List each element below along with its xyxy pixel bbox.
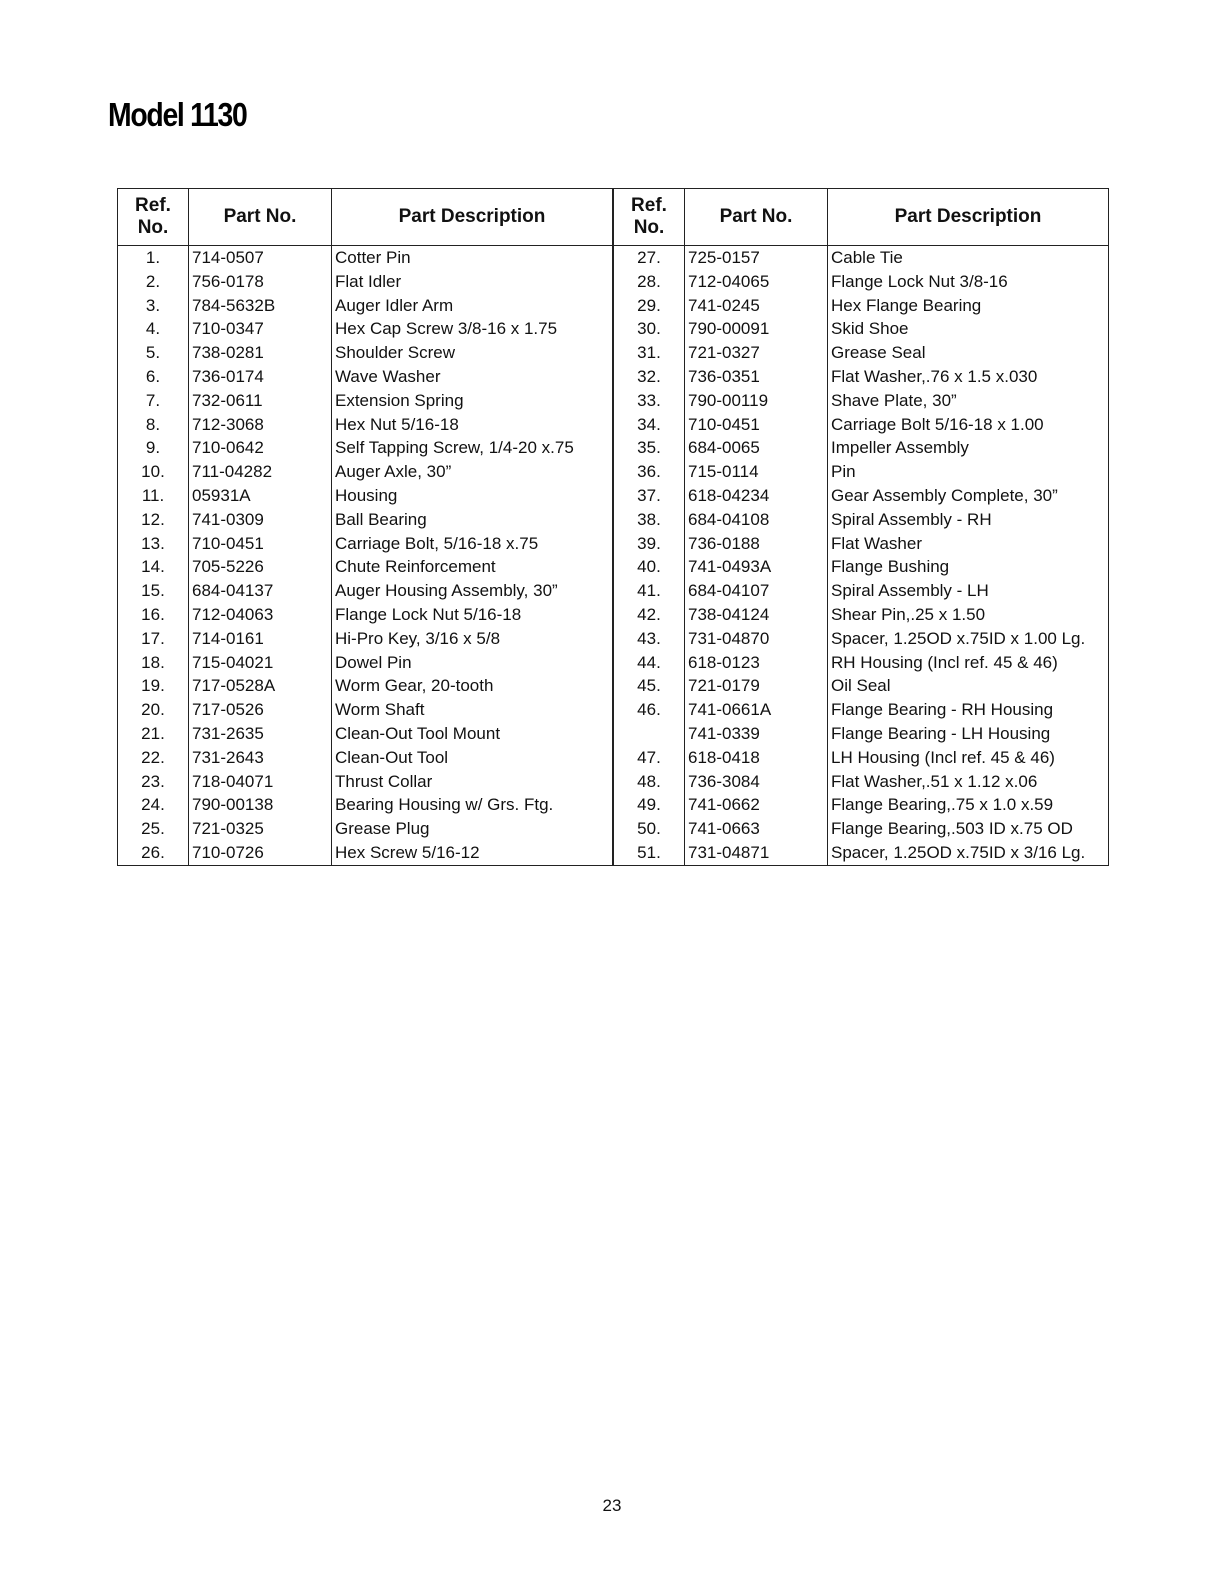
part-description-cell: Shave Plate, 30” <box>828 389 1109 413</box>
part-description-cell: Flange Bearing - LH Housing <box>828 722 1109 746</box>
part-number-cell: 618-04234 <box>685 484 828 508</box>
page-number: 23 <box>602 1496 622 1515</box>
table-row <box>614 651 1109 675</box>
part-description-cell: Clean-Out Tool <box>332 746 613 770</box>
part-number-cell: 741-0245 <box>685 294 828 318</box>
part-description-cell: Hex Flange Bearing <box>828 294 1109 318</box>
part-number-cell: 741-0309 <box>189 508 332 532</box>
ref-cell: 27. <box>614 246 685 270</box>
part-number-cell: 725-0157 <box>685 246 828 270</box>
part-number-cell: 741-0493A <box>685 555 828 579</box>
ref-cell: 45. <box>614 674 685 698</box>
part-number-cell: 736-0351 <box>685 365 828 389</box>
part-number-cell: 731-04871 <box>685 841 828 865</box>
part-description-cell: Cable Tie <box>828 246 1109 270</box>
ref-cell: 40. <box>614 555 685 579</box>
part-description-cell: Flange Lock Nut 3/8-16 <box>828 270 1109 294</box>
part-number-cell: 710-0451 <box>685 413 828 437</box>
part-description-cell: Carriage Bolt 5/16-18 x 1.00 <box>828 413 1109 437</box>
ref-cell: 23. <box>118 770 189 794</box>
table-row <box>614 294 1109 318</box>
ref-cell: 21. <box>118 722 189 746</box>
ref-cell: 48. <box>614 770 685 794</box>
part-description-cell: Impeller Assembly <box>828 436 1109 460</box>
part-description-cell: Shoulder Screw <box>332 341 613 365</box>
table-row <box>614 722 1109 746</box>
ref-cell: 7. <box>118 389 189 413</box>
part-description-cell: Hex Screw 5/16-12 <box>332 841 613 865</box>
part-number-cell: 731-04870 <box>685 627 828 651</box>
part-number-cell: 790-00091 <box>685 317 828 341</box>
table-row <box>118 793 613 817</box>
table-row <box>614 484 1109 508</box>
part-description-cell: Pin <box>828 460 1109 484</box>
ref-cell: 13. <box>118 532 189 556</box>
part-description-cell: Worm Gear, 20-tooth <box>332 674 613 698</box>
ref-cell: 17. <box>118 627 189 651</box>
ref-cell: 9. <box>118 436 189 460</box>
part-number-cell: 738-04124 <box>685 603 828 627</box>
ref-cell: 12. <box>118 508 189 532</box>
parts-table-right <box>613 188 1109 866</box>
table-row <box>614 698 1109 722</box>
part-number-cell: 790-00138 <box>189 793 332 817</box>
part-number-cell: 731-2635 <box>189 722 332 746</box>
part-description-cell: Oil Seal <box>828 674 1109 698</box>
ref-cell: 8. <box>118 413 189 437</box>
part-number-cell: 684-0065 <box>685 436 828 460</box>
table-row <box>614 436 1109 460</box>
part-description-cell: Bearing Housing w/ Grs. Ftg. <box>332 793 613 817</box>
table-body <box>614 246 1109 866</box>
part-number-cell: 741-0663 <box>685 817 828 841</box>
ref-cell: 20. <box>118 698 189 722</box>
table-row <box>614 532 1109 556</box>
ref-cell: 46. <box>614 698 685 722</box>
part-number-cell: 684-04107 <box>685 579 828 603</box>
part-number-cell: 711-04282 <box>189 460 332 484</box>
part-description-cell: Flat Washer,.76 x 1.5 x.030 <box>828 365 1109 389</box>
part-description-cell: Chute Reinforcement <box>332 555 613 579</box>
table-row <box>118 603 613 627</box>
ref-cell: 42. <box>614 603 685 627</box>
table-row <box>118 484 613 508</box>
table-row <box>118 508 613 532</box>
part-number-cell: 05931A <box>189 484 332 508</box>
table-row <box>614 603 1109 627</box>
part-number-cell: 736-3084 <box>685 770 828 794</box>
part-description-cell: Hex Cap Screw 3/8-16 x 1.75 <box>332 317 613 341</box>
part-description-cell: Flange Bushing <box>828 555 1109 579</box>
ref-cell: 2. <box>118 270 189 294</box>
header-part-description: Part Description <box>828 189 1109 246</box>
parts-list <box>117 188 1108 864</box>
ref-cell <box>614 722 685 746</box>
table-row <box>614 246 1109 270</box>
part-number-cell: 790-00119 <box>685 389 828 413</box>
ref-cell: 15. <box>118 579 189 603</box>
table-row <box>614 627 1109 651</box>
part-number-cell: 684-04108 <box>685 508 828 532</box>
part-number-cell: 721-0325 <box>189 817 332 841</box>
part-description-cell: RH Housing (Incl ref. 45 & 46) <box>828 651 1109 675</box>
part-number-cell: 712-04063 <box>189 603 332 627</box>
part-description-cell: Flange Bearing,.503 ID x.75 OD <box>828 817 1109 841</box>
table-row <box>118 651 613 675</box>
table-row <box>118 413 613 437</box>
part-number-cell: 710-0451 <box>189 532 332 556</box>
ref-cell: 36. <box>614 460 685 484</box>
table-row <box>118 270 613 294</box>
table-row <box>118 770 613 794</box>
ref-cell: 31. <box>614 341 685 365</box>
part-description-cell: Skid Shoe <box>828 317 1109 341</box>
table-row <box>614 746 1109 770</box>
part-description-cell: Flange Lock Nut 5/16-18 <box>332 603 613 627</box>
table-row <box>614 341 1109 365</box>
table-row <box>118 674 613 698</box>
part-description-cell: Dowel Pin <box>332 651 613 675</box>
header-part-no: Part No. <box>189 189 332 246</box>
table-body <box>118 246 613 866</box>
table-header-row <box>118 189 613 246</box>
ref-cell: 6. <box>118 365 189 389</box>
table-row <box>614 270 1109 294</box>
part-description-cell: Hex Nut 5/16-18 <box>332 413 613 437</box>
part-number-cell: 717-0526 <box>189 698 332 722</box>
page-title: Model 1130 <box>108 96 247 133</box>
part-description-cell: Spiral Assembly - RH <box>828 508 1109 532</box>
table-row <box>614 413 1109 437</box>
header-part-description: Part Description <box>332 189 613 246</box>
part-number-cell: 684-04137 <box>189 579 332 603</box>
part-number-cell: 714-0161 <box>189 627 332 651</box>
table-row <box>614 389 1109 413</box>
table-header-row <box>614 189 1109 246</box>
table-row <box>614 365 1109 389</box>
ref-cell: 14. <box>118 555 189 579</box>
part-description-cell: Flat Idler <box>332 270 613 294</box>
table-row <box>614 579 1109 603</box>
header-ref-no: Ref. No. <box>614 189 685 246</box>
table-row <box>118 579 613 603</box>
part-number-cell: 784-5632B <box>189 294 332 318</box>
table-row <box>614 841 1109 865</box>
ref-cell: 28. <box>614 270 685 294</box>
ref-cell: 35. <box>614 436 685 460</box>
table-row <box>614 817 1109 841</box>
part-description-cell: Auger Axle, 30” <box>332 460 613 484</box>
table-row <box>118 436 613 460</box>
part-number-cell: 718-04071 <box>189 770 332 794</box>
part-number-cell: 736-0174 <box>189 365 332 389</box>
part-description-cell: Spiral Assembly - LH <box>828 579 1109 603</box>
table-row <box>118 341 613 365</box>
ref-cell: 26. <box>118 841 189 865</box>
table-row <box>614 770 1109 794</box>
part-description-cell: Spacer, 1.25OD x.75ID x 3/16 Lg. <box>828 841 1109 865</box>
ref-cell: 25. <box>118 817 189 841</box>
part-description-cell: Hi-Pro Key, 3/16 x 5/8 <box>332 627 613 651</box>
table-row <box>118 817 613 841</box>
part-number-cell: 741-0339 <box>685 722 828 746</box>
part-description-cell: Gear Assembly Complete, 30” <box>828 484 1109 508</box>
part-number-cell: 710-0642 <box>189 436 332 460</box>
part-description-cell: Clean-Out Tool Mount <box>332 722 613 746</box>
part-description-cell: Flange Bearing - RH Housing <box>828 698 1109 722</box>
part-number-cell: 738-0281 <box>189 341 332 365</box>
ref-cell: 37. <box>614 484 685 508</box>
table-row <box>118 246 613 270</box>
ref-cell: 29. <box>614 294 685 318</box>
table-row <box>614 793 1109 817</box>
part-number-cell: 618-0418 <box>685 746 828 770</box>
part-number-cell: 715-04021 <box>189 651 332 675</box>
ref-cell: 39. <box>614 532 685 556</box>
part-number-cell: 717-0528A <box>189 674 332 698</box>
ref-cell: 22. <box>118 746 189 770</box>
table-row <box>614 317 1109 341</box>
part-number-cell: 715-0114 <box>685 460 828 484</box>
ref-cell: 47. <box>614 746 685 770</box>
ref-cell: 24. <box>118 793 189 817</box>
part-number-cell: 732-0611 <box>189 389 332 413</box>
ref-cell: 43. <box>614 627 685 651</box>
part-number-cell: 705-5226 <box>189 555 332 579</box>
ref-cell: 44. <box>614 651 685 675</box>
table-row <box>614 508 1109 532</box>
part-description-cell: Ball Bearing <box>332 508 613 532</box>
part-number-cell: 721-0327 <box>685 341 828 365</box>
table-row <box>118 555 613 579</box>
ref-cell: 5. <box>118 341 189 365</box>
header-ref-no: Ref. No. <box>118 189 189 246</box>
part-description-cell: Flat Washer <box>828 532 1109 556</box>
part-number-cell: 736-0188 <box>685 532 828 556</box>
part-number-cell: 741-0661A <box>685 698 828 722</box>
parts-table-left <box>117 188 613 866</box>
table-row <box>118 460 613 484</box>
ref-cell: 16. <box>118 603 189 627</box>
ref-cell: 3. <box>118 294 189 318</box>
table-row <box>614 555 1109 579</box>
part-description-cell: Spacer, 1.25OD x.75ID x 1.00 Lg. <box>828 627 1109 651</box>
part-description-cell: Extension Spring <box>332 389 613 413</box>
ref-cell: 32. <box>614 365 685 389</box>
part-description-cell: Cotter Pin <box>332 246 613 270</box>
table-row <box>118 627 613 651</box>
table-row <box>118 841 613 865</box>
table-row <box>614 460 1109 484</box>
part-description-cell: Auger Housing Assembly, 30” <box>332 579 613 603</box>
ref-cell: 50. <box>614 817 685 841</box>
ref-cell: 30. <box>614 317 685 341</box>
ref-cell: 49. <box>614 793 685 817</box>
part-number-cell: 712-3068 <box>189 413 332 437</box>
ref-cell: 19. <box>118 674 189 698</box>
part-description-cell: Worm Shaft <box>332 698 613 722</box>
ref-cell: 38. <box>614 508 685 532</box>
part-number-cell: 731-2643 <box>189 746 332 770</box>
part-description-cell: LH Housing (Incl ref. 45 & 46) <box>828 746 1109 770</box>
part-number-cell: 618-0123 <box>685 651 828 675</box>
part-description-cell: Grease Plug <box>332 817 613 841</box>
ref-cell: 41. <box>614 579 685 603</box>
table-row <box>118 294 613 318</box>
part-number-cell: 721-0179 <box>685 674 828 698</box>
header-part-no: Part No. <box>685 189 828 246</box>
table-row <box>118 698 613 722</box>
part-number-cell: 756-0178 <box>189 270 332 294</box>
ref-cell: 51. <box>614 841 685 865</box>
table-row <box>118 746 613 770</box>
part-number-cell: 714-0507 <box>189 246 332 270</box>
ref-cell: 33. <box>614 389 685 413</box>
part-description-cell: Self Tapping Screw, 1/4-20 x.75 <box>332 436 613 460</box>
part-description-cell: Auger Idler Arm <box>332 294 613 318</box>
ref-cell: 18. <box>118 651 189 675</box>
part-description-cell: Grease Seal <box>828 341 1109 365</box>
table-row <box>118 317 613 341</box>
part-number-cell: 712-04065 <box>685 270 828 294</box>
ref-cell: 10. <box>118 460 189 484</box>
part-description-cell: Flange Bearing,.75 x 1.0 x.59 <box>828 793 1109 817</box>
table-row <box>118 722 613 746</box>
ref-cell: 4. <box>118 317 189 341</box>
table-row <box>118 389 613 413</box>
part-number-cell: 710-0347 <box>189 317 332 341</box>
table-row <box>614 674 1109 698</box>
ref-cell: 11. <box>118 484 189 508</box>
ref-cell: 1. <box>118 246 189 270</box>
part-description-cell: Flat Washer,.51 x 1.12 x.06 <box>828 770 1109 794</box>
part-description-cell: Housing <box>332 484 613 508</box>
table-row <box>118 365 613 389</box>
table-row <box>118 532 613 556</box>
part-description-cell: Carriage Bolt, 5/16-18 x.75 <box>332 532 613 556</box>
ref-cell: 34. <box>614 413 685 437</box>
part-number-cell: 710-0726 <box>189 841 332 865</box>
part-description-cell: Thrust Collar <box>332 770 613 794</box>
part-description-cell: Wave Washer <box>332 365 613 389</box>
part-number-cell: 741-0662 <box>685 793 828 817</box>
part-description-cell: Shear Pin,.25 x 1.50 <box>828 603 1109 627</box>
